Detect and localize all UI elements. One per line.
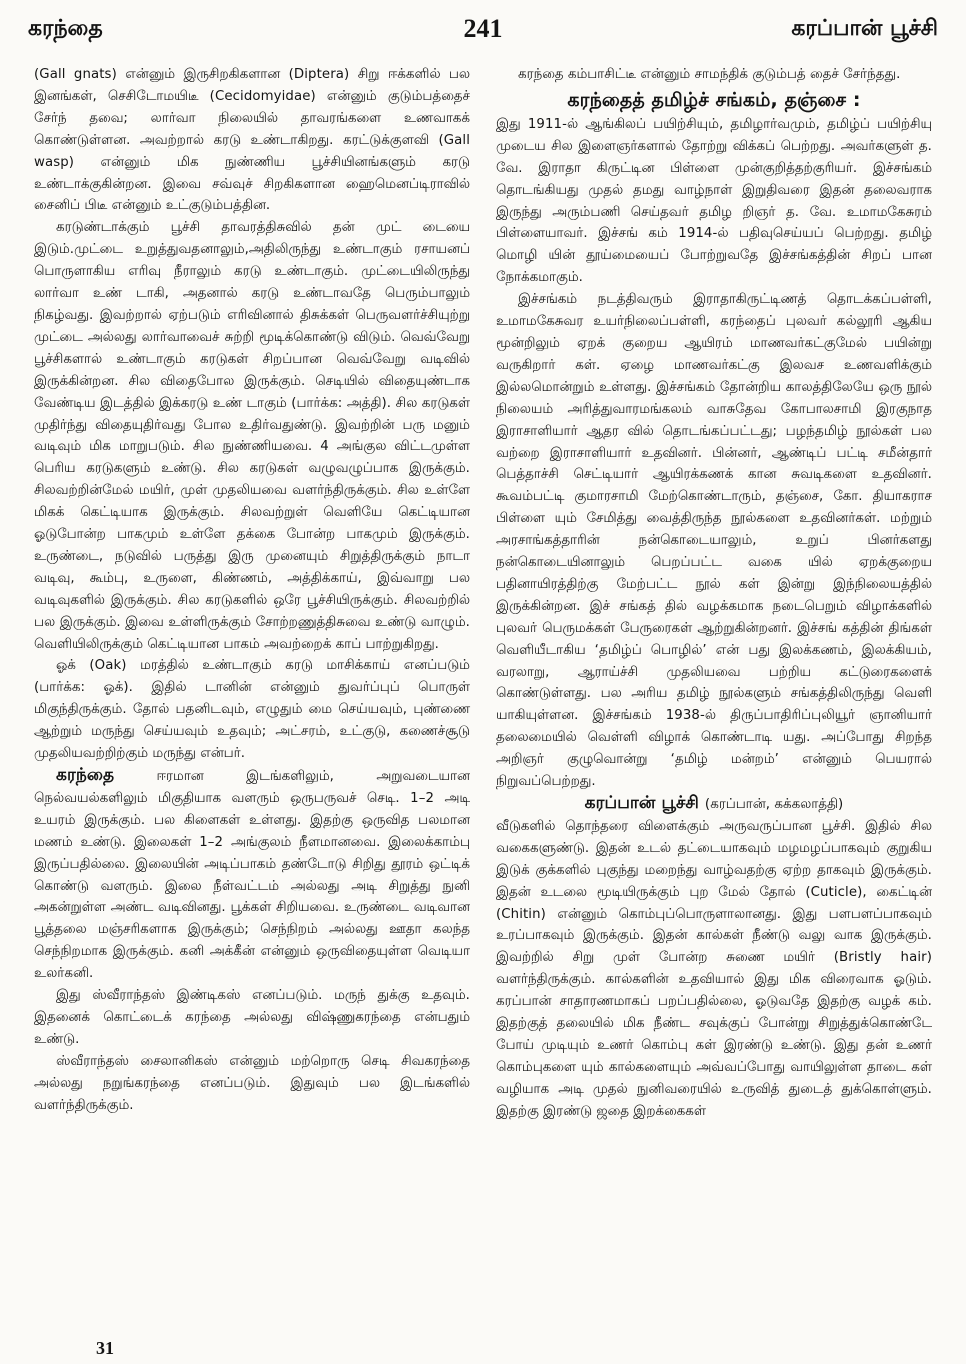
- gall-gnats-paragraph: (Gall gnats) என்னும் இருசிறகிகளான (Diptera) சிறு ஈக்களில் பல இனங்கள், செசிடோமயிடீ (Cecidomyidae) என்னும் குடும்பத்தைச் சேர்ந் தவை; லார்வா நிலையில் தாவரங்களை உணவாகக் கொண்டுள்ளன. அவற்றால் கரடு உண்டாகிறது. கரட்டுக்குளவி (Gall wasp) என்னும் மிக நுண்ணிய பூச்சியினங்களும் கரடு உண்டாக்குகின்றன. இவை சவ்வுச் சிறகிகளான ஹைமெனப்டிராவில் சைனிப் பிடீ என்னும் உட்குடும்பத்தின.: [34, 67, 470, 214]
- oak-gall-paragraph: ஓக் (Oak) மரத்தில் உண்டாகும் கரடு மாசிக்காய் எனப்படும் (பார்க்க: ஓக்). இதில் டானின் என்னும் துவர்ப்புப் பொருள் மிகுந்திருக்கும். தோல் பதனிடவும், எழுதும் மை செய்யவும், புண்ணை ஆற்றும் மருந்து செய்யவும் உதவும்; அட்சரம், உட்குடு, கணைச்சூடு முதலியவற்றிற்கும் மருந்து என்பர்.: [34, 658, 470, 762]
- gall-formation-paragraph: கரடுண்டாக்கும் பூச்சி தாவரத்திசுவில் தன் முட் டையை இடும்.முட்டை உறுத்துவதனாலும்,அதிலிருந்து உண்டாகும் ரசாயனப் பொருளாகிய எரிவு நீராலும் கரடு உண்டாகும். முட்டையிலிருந்து லார்வா உண் டாகி, அதனால் கரடு உண்டாவதே பெரும்பாலும் நிகழ்வது. இவற்றால் ஏற்படும் எரிவினால் திசுக்கள் பெருவளர்ச்சியுற்று முட்டை அல்லது லார்வாவைச் சுற்றி மூடிக்கொண்டு விடும். வெவ்வேறு பூச்சிகளால் உண்டாகும் கரடுகள் சிறப்பான வெவ்வேறு வடிவில் இருக்கின்றன. சில விதைபோல இருக்கும். செடியில் விதையுண்டாக வேண்டிய இடத்தில் இக்கரடு உண் டாகும் (பார்க்க: அத்தி). சில கரடுகள் முதிர்ந்து விதையுதிர்வது போல உதிர்வதுண்டு. இவற்றின் பரு மனும் வடிவும் மிக மாறுபடும். சில நுண்ணியவை. 4 அங்குல விட்டமுள்ள பெரிய கரடுகளும் உண்டு. சில கரடுகள் வழுவழுப்பாக இருக்கும். சிலவற்றின்மேல் மயிர், முள் முதலியவை வளர்ந்திருக்கும். சில உள்ளே மிகக் கெட்டியாக இருக்கும். சிலவற்றுள் வெளியே கெட்டியான ஓடுபோன்ற பாகமும் உள்ளே தக்கை போன்ற பாகமும் இருக்கும். உருண்டை, நடுவில் பருத்து இரு முனையும் சிறுத்திருக்கும் நாடா வடிவு, கூம்பு, உருளை, கிண்ணம், அத்திக்காய், இவ்வாறு பல வடிவுகளில் இருக்கும். சில கரடுகளில் ஒரே பூச்சியிருக்கும். சிலவற்றில் பல இருக்கும். இவை உள்ளிருக்கும் சோற்றணுத்திசுவை உண்டு வாழும். வெளியிலிருக்கும் கெட்டியான பாகம் அவற்றைக் காப் பாற்றுகிறது.: [34, 220, 470, 652]
- cockroach-description-paragraph: வீடுகளில் தொந்தரை விளைக்கும் அருவருப்பான பூச்சி. இதில் சில வகைகளுண்டு. இதன் உடல் தட்டையாகவும் மழமழப்பாகவும் குறுகிய இடுக் குக்களில் புகுந்து மறைந்து வாழ்வதற்கு ஏற்ற தாகவும் இருக்கும். இதன் உடலை மூடியிருக்கும் புற மேல் தோல் (Cuticle), கைட்டின் (Chitin) என்னும் கொம்புப்பொருளாலானது. இது பளபளப்பாகவும் உரப்பாகவும் இருக்கும். இதன் கால்கள் நீண்டு வலு வாக இருக்கும். இவற்றில் சிறு முள் போன்ற சுணை மயிர் (Bristly hair) வளர்ந்திருக்கும். கால்களின் உதவியால் இது மிக விரைவாக ஓடும். கரப்பான் சாதாரணமாகப் பறப்பதில்லை, ஓடுவதே இதற்கு வழக் கம். இதற்குத் தலையில் மிக நீண்ட சவுக்குப் போன்று சிறுத்துக்கொண்டே போய் முடியும் உணர் கொம்பு கள் இரண்டு உண்டு. இது தன் உணர் கொம்புகளை யும் கால்களையும் அவ்வப்போது வாயிலுள்ள தாடை கள் வழியாக அடி முதல் நுனிவரையில் உருவித் துடைத் துக்கொள்ளும். இதற்கு இரண்டு ஜதை இறக்கைகள்: [496, 818, 932, 1119]
- header-right-word: கரப்பான் பூச்சி: [791, 16, 938, 41]
- left-column: [34, 64, 470, 1117]
- karanthai-description: ஈரமான இடங்களிலும், அறுவடையான நெல்வயல்களிலும் மிகுதியாக வளரும் ஒருபருவச் செடி. 1–2 அடி உயரம் இருக்கும். பல கிளைகள் உள்ளது. இதற்கு ஒருவித பலமான மணம் உண்டு. இலைகள் 1–2 அங்குலம் நீளமானவை. இலைக்காம்பு இருப்பதில்லை. இலையின் அடிப்பாகம் தண்டோடு சிறிது தூரம் ஒட்டிக் கொண்டு வளரும். இலை நீள்வட்டம் அல்லது அடி சிறுத்து நுனி அகன்றுள்ள அண்ட வடிவினது. பூக்கள் சிறியவை. உருண்டை வடிவான பூத்தலை மஞ்சரிகளாக இருக்கும்; செந்நிறம் அல்லது ஊதா கலந்த செந்நிறமாக இருக்கும். கனி அக்கீன் என்னும் ஒருவிதையுள்ள வெடியா உலர்கனி.: [34, 769, 470, 982]
- cockroach-heading-line: [496, 793, 932, 816]
- sangam-activities-paragraph: இச்சங்கம் நடத்திவரும் இராதாகிருட்டிணத் தொடக்கப்பள்ளி, உமாமகேசுவர உயர்நிலைப்பள்ளி, கரந்தைப் புலவர் கல்லூரி ஆகிய மூன்றிலும் ஏறக் குறைய ஆயிரம் மாணவர்கட்குமேல் பயின்று வருகிறார் கள். ஏழை மாணவர்கட்கு இலவச உணவளிக்கும் இல்லமொன்றும் உள்ளது. இச்சங்கம் தோன்றிய காலத்திலேயே ஒரு நூல் நிலையம் அரித்துவாரமங்கலம் வாசுதேவ கோபாலசாமி இரகுநாத இராசாளியார் ஆதர வில் தொடங்கப்பட்டது; பழந்தமிழ் நூல்கள் பல வற்றை இராசாளியார் உதவினர். பின்னர், ஆண்டிப் பட்டி சமீன்தார் பெத்தாச்சி செட்டியார் ஆயிரக்கணக் கான சுவடிகளை உதவினர். கூவம்பட்டி குமாரசாமி மேற்கொண்டாரும், தஞ்சை, கோ. தியாகராச பிள்ளை யும் சேமித்து வைத்திருந்த நூல்களை உதவினர்கள். மற்றும் அரசாங்கத்தாரின் நன்கொடையாலும், உறுப் பினர்களது நன்கொடையினாலும் பெறப்பட்ட வகை யில் ஏறக்குறைய பதினாயிரத்திற்கு மேற்பட்ட நூல் கள் இன்று இந்நிலையத்தில் இருக்கின்றன. இச் சங்கத் தில் வழக்கமாக நடைபெறும் விழாக்களில் புலவர் பெருமக்கள் பேருரைகள் ஆற்றுகின்றனர். இச்சங் கத்தின் திங்கள் வெளியீடாகிய ‘தமிழ்ப் பொழில்’ என் பது இலக்கணம், இலக்கியம், வரலாறு, ஆராய்ச்சி முதலியவை பற்றிய கட்டுரைகளைக் கொண்டுள்ளது. பல அரிய தமிழ் நூல்களும் சங்கத்திலிருந்து வெளி யாகியுள்ளன. இச்சங்கம் 1938-ல் திருப்பாதிரிப்புலியூர் ஞானியார் தலைமையில் வெள்ளி விழாக் கொண்டாடி யது. அப்போது சிறந்த அறிஞர் குழுவொன்று ‘தமிழ் மன்றம்’ என்னும் பெயரால் நிறுவப்பெற்றது.: [496, 292, 932, 790]
- page-number: 241: [463, 14, 503, 43]
- sangam-history-paragraph: இது 1911-ல் ஆங்கிலப் பயிற்சியும், தமிழார்வமும், தமிழ்ப் பயிற்சியு முடைய சில இளைஞர்களால் தோற்று விக்கப் பெற்றது. அவர்களுள் த. வே. இராதா கிருட்டின பிள்ளை முன்குறித்தற்குரியர். இச்சங்கம் தொடங்கியது முதல் தமது வாழ்நாள் இறுதிவரை இதன் தலைவராக இருந்து அரும்பணி செய்தவர் தமிழ றிஞர் த. வே. உமாமகேசுரம் பிள்ளையாவர். இச்சங் கம் 1914-ல் பதிவுசெய்யப் பெற்றது. தமிழ் மொழி யின் தூய்மையைப் போற்றுவதே இச்சங்கத்தின் சிறப் பான நோக்கமாகும்.: [496, 116, 932, 286]
- sivakaranthai-paragraph: ஸ்வீராந்தஸ் சைலானிகஸ் என்னும் மற்றொரு செடி சிவகரந்தை அல்லது நறுங்கரந்தை எனப்படும். இதுவும் பல இடங்களில் வளர்ந்திருக்கும்.: [34, 1053, 470, 1113]
- karanthai-entry-heading: கரந்தை: [56, 765, 115, 785]
- cockroach-aliases: (கரப்பான், கக்கலாத்தி): [704, 797, 844, 812]
- cockroach-entry-heading: கரப்பான் பூச்சி: [584, 793, 699, 813]
- running-header: [28, 14, 938, 54]
- karanthai-entry-paragraph: [34, 765, 470, 985]
- header-left-word: கரந்தை: [28, 16, 103, 41]
- karanthai-medicinal-paragraph: இது ஸ்வீராந்தஸ் இண்டிகஸ் எனப்படும். மருந் துக்கு உதவும். இதனைக் கொட்டைக் கரந்தை அல்லது விஷ்ணுகரந்தை என்பதும் உண்டு.: [34, 988, 470, 1047]
- folio-number: 31: [96, 1338, 114, 1358]
- right-column: [496, 64, 932, 1123]
- sangam-entry-heading: கரந்தைத் தமிழ்ச் சங்கம், தஞ்சை :: [567, 88, 861, 111]
- karanthai-family-paragraph: கரந்தை கம்பாசிட்டீ என்னும் சாமந்திக் குடும்பத் தைச் சேர்ந்தது.: [518, 67, 901, 82]
